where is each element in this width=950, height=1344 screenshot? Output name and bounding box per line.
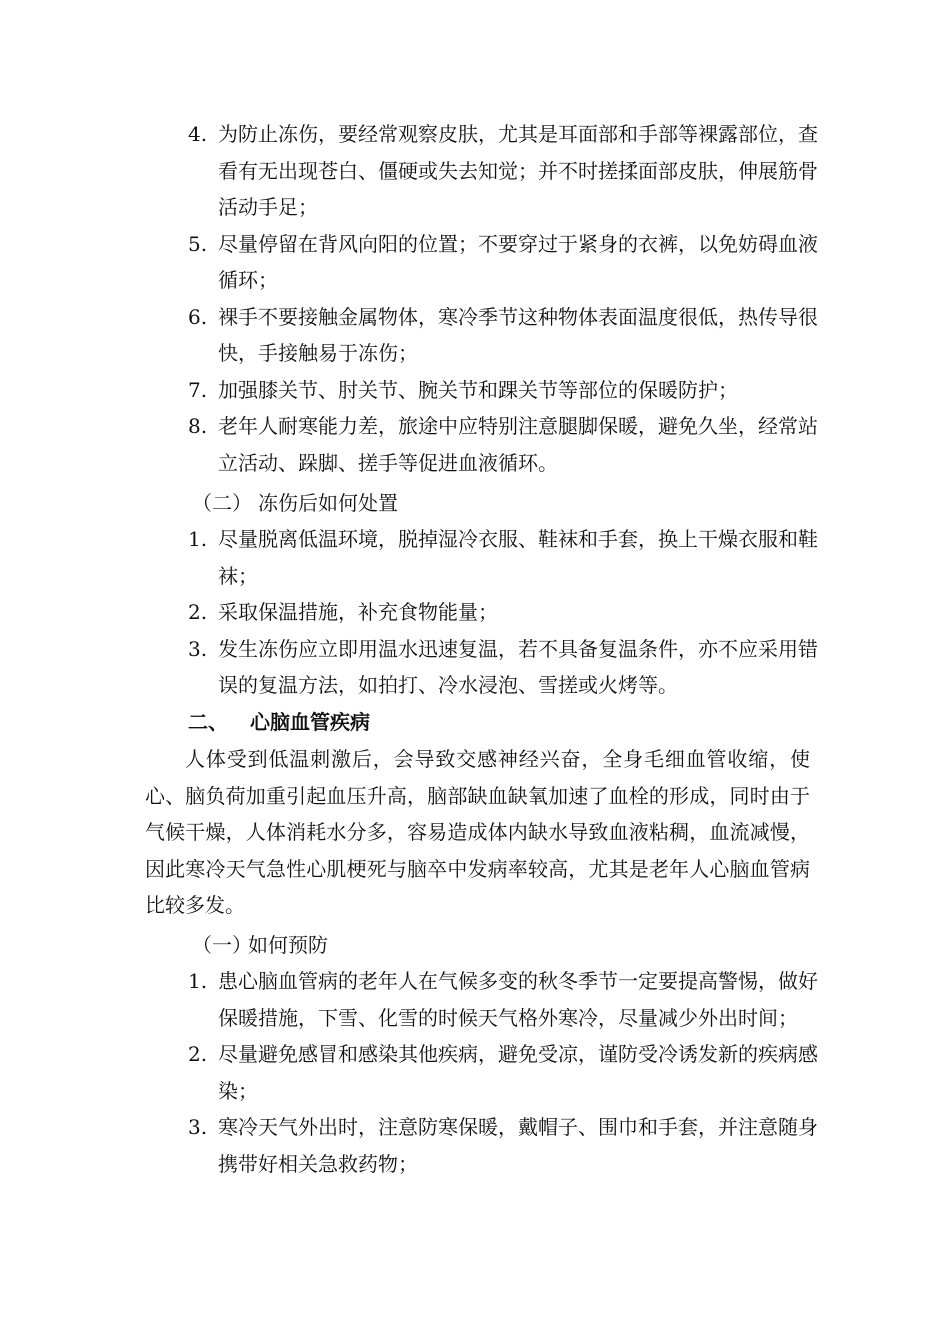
subheading-prevention [192, 927, 328, 964]
list-item [188, 408, 818, 481]
list-item-text: 尽量避免感冒和感染其他疾病，避免受凉，谨防受冷诱发新的疾病感染； [218, 1042, 818, 1103]
list-item [188, 963, 818, 1036]
list-item-text: 患心脑血管病的老年人在气候多变的秋冬季节一定要提高警惕，做好保暖措施，下雪、化雪的时候天气格外寒冷，尽量减少外出时间； [218, 969, 818, 1030]
list-item [188, 299, 818, 372]
list-item-text: 老年人耐寒能力差，旅途中应特别注意腿脚保暖，避免久坐，经常站立活动、跺脚、搓手等促进血液循环。 [218, 414, 818, 475]
subheading-label: 冻伤后如何处置 [258, 491, 398, 515]
list-item-number: 1. [188, 969, 208, 993]
list-item-text: 发生冻伤应立即用温水迅速复温，若不具备复温条件，亦不应采用错误的复温方法，如拍打、冷水浸泡、雪搓或火烤等。 [218, 636, 818, 697]
list-item [188, 631, 818, 704]
subheading-after-frostbite [192, 485, 398, 522]
list-item [188, 1036, 818, 1109]
list-item-number: 7. [188, 377, 208, 402]
list-item-number: 3. [188, 636, 208, 661]
cardiovascular-prevention-list [188, 963, 818, 1182]
list-item-text: 为防止冻伤，要经常观察皮肤，尤其是耳面部和手部等裸露部位，查看有无出现苍白、僵硬或失去知觉；并不时搓揉面部皮肤，伸展筋骨活动手足； [218, 122, 818, 219]
list-item-number: 6. [188, 304, 208, 329]
section-title: 心脑血管疾病 [250, 710, 370, 734]
list-item-number: 3. [188, 1115, 208, 1139]
list-item [188, 1109, 818, 1182]
list-item-number: 4. [188, 122, 208, 146]
list-item-text: 尽量停留在背风向阳的位置；不要穿过于紧身的衣裤，以免妨碍血液循环； [218, 231, 818, 292]
list-item-text: 采取保温措施，补充食物能量； [218, 600, 498, 624]
subheading-label: 如何预防 [248, 933, 328, 957]
list-item-text: 寒冷天气外出时，注意防寒保暖，戴帽子、围巾和手套，并注意随身携带好相关急救药物； [218, 1115, 818, 1176]
list-item-number: 8. [188, 414, 208, 438]
frostbite-treatment-list [188, 521, 818, 704]
list-item [188, 372, 818, 409]
list-item [188, 521, 818, 594]
subheading-number: （一） [192, 933, 252, 957]
list-item-number: 2. [188, 600, 208, 624]
list-item [188, 116, 818, 226]
list-item-text: 加强膝关节、肘关节、腕关节和踝关节等部位的保暖防护； [218, 377, 738, 402]
section-heading [188, 704, 370, 741]
list-item-number: 5. [188, 231, 208, 256]
subheading-number: （二） [192, 491, 252, 515]
list-item [188, 594, 818, 631]
list-item-number: 2. [188, 1042, 208, 1066]
frostbite-prevention-list [188, 116, 818, 481]
list-item-number: 1. [188, 527, 208, 551]
section-number: 二、 [188, 710, 228, 734]
list-item [188, 226, 818, 299]
body-paragraph: 人体受到低温刺激后，会导致交感神经兴奋，全身毛细血管收缩，使心、脑负荷加重引起血压升高，脑部缺血缺氧加速了血栓的形成，同时由于气候干燥，人体消耗水分多，容易造成体内缺水导致血液粘稠，血流减慢，因此寒冷天气急性心肌梗死与脑卒中发病率较高，尤其是老年人心脑血管病比较多发。 [145, 747, 810, 917]
list-item-text: 裸手不要接触金属物体，寒冷季节这种物体表面温度很低，热传导很快，手接触易于冻伤； [218, 304, 818, 365]
list-item-text: 尽量脱离低温环境，脱掉湿冷衣服、鞋袜和手套，换上干燥衣服和鞋袜； [218, 527, 818, 588]
